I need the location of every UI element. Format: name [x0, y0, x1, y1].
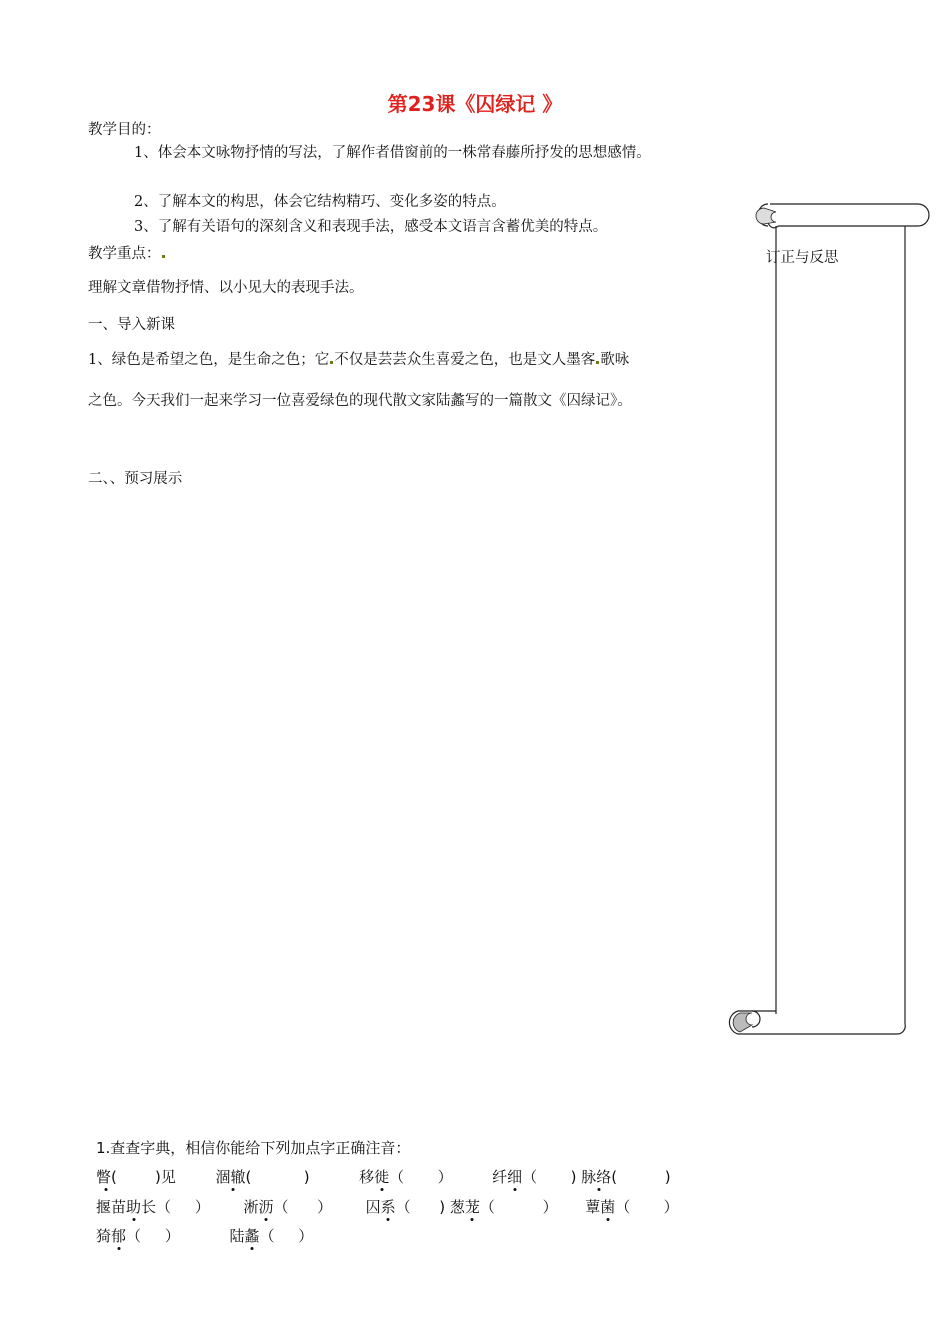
objective-1: 1、体会本文咏物抒情的写法，了解作者借窗前的一株常春藤所抒发的思想感情。 — [134, 145, 651, 161]
intro-line-1a: 1、绿色是希望之色，是生命之色；它 — [88, 352, 330, 368]
word-text: 移徙（ — [359, 1168, 405, 1186]
word-item — [96, 1198, 210, 1216]
word-text: 淅沥（ — [243, 1198, 289, 1216]
word-item — [359, 1168, 452, 1186]
pinyin-blank[interactable] — [495, 1198, 543, 1216]
word-item — [243, 1198, 332, 1216]
word-end: ) — [303, 1168, 310, 1186]
pinyin-blank[interactable] — [141, 1227, 165, 1245]
pinyin-blank[interactable] — [537, 1168, 570, 1186]
pinyin-blank[interactable] — [171, 1198, 195, 1216]
word-item — [581, 1168, 670, 1186]
word-text: 葱茏（ — [449, 1198, 495, 1216]
sidebar-label: 订正与反思 — [766, 250, 839, 266]
word-item — [229, 1227, 313, 1245]
pinyin-blank[interactable] — [117, 1168, 155, 1186]
pinyin-blank[interactable] — [251, 1168, 303, 1186]
intro-line-1c: 歌咏 — [600, 352, 630, 368]
word-end: ） — [317, 1198, 333, 1216]
word-item — [215, 1168, 309, 1186]
exercise-heading: 1.查查字典，相信你能给下列加点字正确注音： — [96, 1139, 411, 1157]
exercise-row-3 — [96, 1225, 313, 1246]
objective-3: 3、了解有关语句的深刻含义和表现手法，感受本文语言含蓄优美的特点。 — [134, 219, 608, 235]
word-item — [450, 1198, 558, 1216]
focus-text: 理解文章借物抒情、以小见大的表现手法。 — [88, 280, 364, 296]
word-item — [96, 1227, 180, 1245]
word-end: ) — [439, 1198, 446, 1216]
word-text: 瞥( — [96, 1168, 117, 1186]
pinyin-blank[interactable] — [617, 1168, 665, 1186]
word-item — [585, 1198, 678, 1216]
word-text: 涸辙( — [215, 1168, 252, 1186]
word-end: ） — [542, 1198, 558, 1216]
word-end: ） — [164, 1227, 180, 1245]
word-text: 纤细（ — [492, 1168, 538, 1186]
pinyin-blank[interactable] — [630, 1198, 663, 1216]
pinyin-blank[interactable] — [274, 1227, 298, 1245]
word-end: ） — [437, 1168, 453, 1186]
word-text: 脉络( — [581, 1168, 618, 1186]
pinyin-blank[interactable] — [411, 1198, 440, 1216]
preview-heading: 二、、预习展示 — [88, 471, 183, 487]
word-end: ） — [663, 1198, 679, 1216]
pinyin-blank[interactable] — [288, 1198, 317, 1216]
objectives-heading: 教学目的： — [88, 122, 161, 138]
word-text: 揠苗助长（ — [96, 1198, 172, 1216]
focus-heading-label: 教学重点： — [88, 246, 161, 262]
word-item — [366, 1198, 445, 1216]
intro-line-1b: 不仅是芸芸众生喜爱之色，也是文人墨客 — [334, 352, 596, 368]
exercise-row-1 — [96, 1166, 671, 1187]
word-text: 囚系（ — [365, 1198, 411, 1216]
word-end: )见 — [155, 1168, 176, 1186]
word-text: 蕈菌（ — [585, 1198, 631, 1216]
intro-line-2: 之色。今天我们一起来学习一位喜爱绿色的现代散文家陆蠡写的一篇散文《囚绿记》。 — [88, 393, 632, 409]
word-item — [492, 1168, 576, 1186]
objective-2: 2、了解本文的构思，体会它结构精巧、变化多姿的特点。 — [134, 194, 506, 210]
word-end: ) — [570, 1168, 577, 1186]
page-title: 第23课《囚绿记 》 — [387, 92, 563, 116]
exercise-row-2 — [96, 1196, 679, 1217]
word-end: ) — [664, 1168, 671, 1186]
word-end: ） — [298, 1227, 314, 1245]
word-end: ） — [194, 1198, 210, 1216]
word-text: 猗郁（ — [96, 1227, 142, 1245]
word-item — [96, 1168, 176, 1186]
pinyin-blank[interactable] — [404, 1168, 437, 1186]
word-text: 陆蠡（ — [229, 1227, 275, 1245]
intro-heading: 一、导入新课 — [88, 317, 175, 333]
